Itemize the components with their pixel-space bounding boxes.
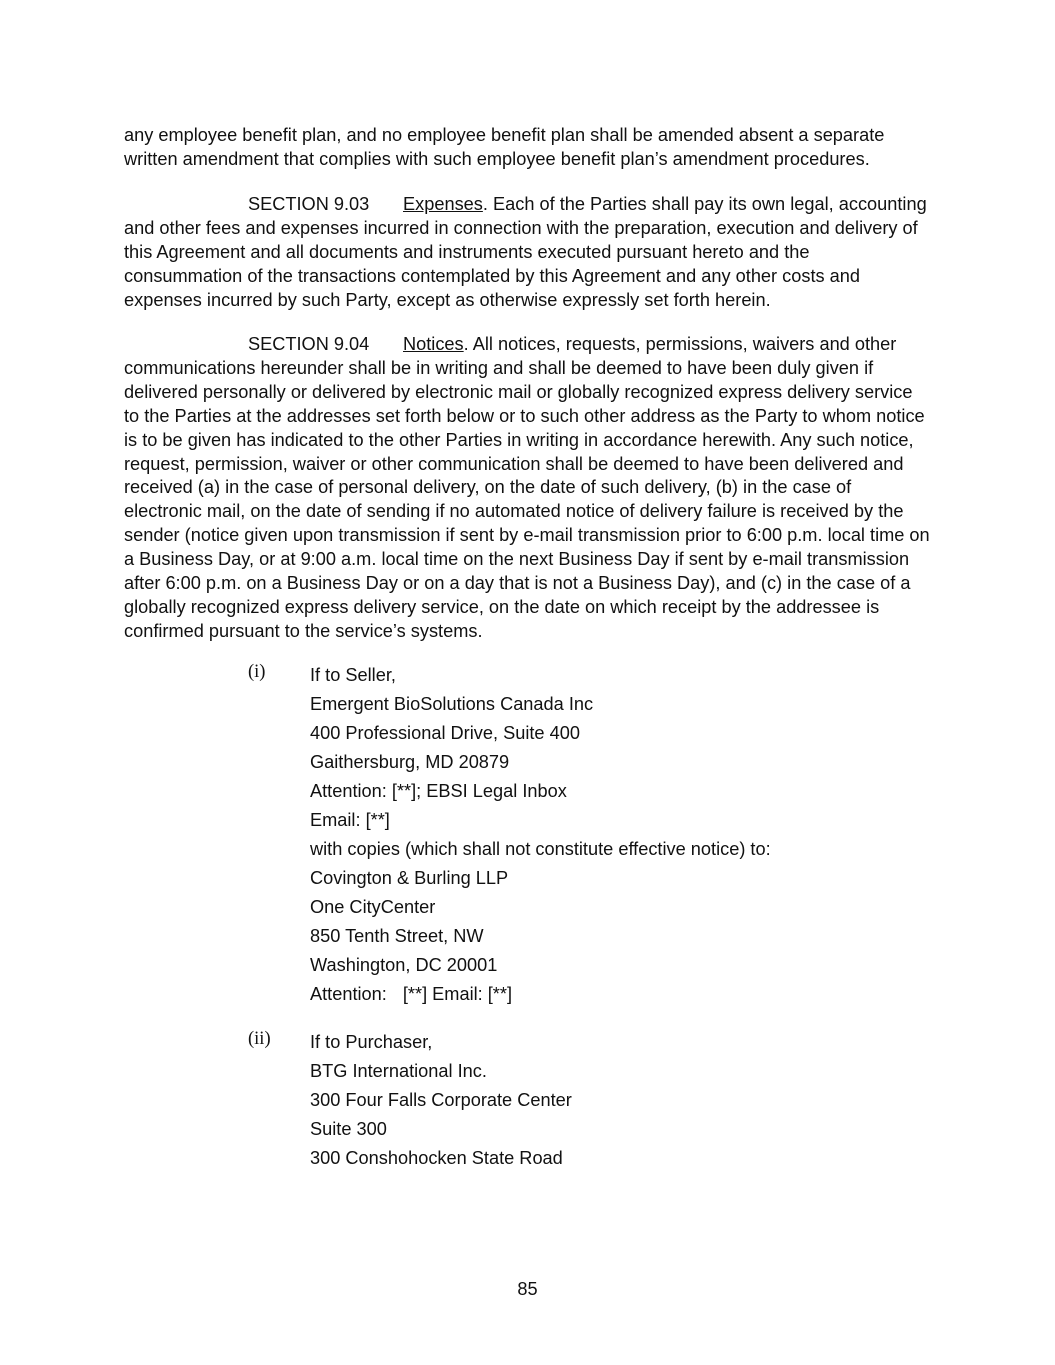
notice-item-label: (ii) [248,1029,271,1049]
section-9-03-paragraph [124,193,930,313]
seller-address-block [310,661,870,1009]
seller-attention: Attention: [**]; EBSI Legal Inbox [310,781,567,801]
seller-email: Email: [**] [310,810,390,830]
purchaser-address-line-2: Suite 300 [310,1119,387,1139]
page-number: 85 [517,1279,538,1299]
purchaser-company: BTG International Inc. [310,1061,487,1081]
purchaser-heading: If to Purchaser, [310,1032,433,1052]
copy-building: One CityCenter [310,897,436,917]
seller-street: 400 Professional Drive, Suite 400 [310,723,580,743]
copy-street: 850 Tenth Street, NW [310,926,484,946]
section-9-04-paragraph [124,333,930,644]
section-9-03-number: SECTION 9.03 [248,194,370,214]
purchaser-address-line-1: 300 Four Falls Corporate Center [310,1090,572,1110]
purchaser-address-block [310,1028,870,1173]
copy-attention-value: [**] Email: [**] [402,984,513,1004]
section-9-04-number: SECTION 9.04 [248,334,370,354]
copy-city: Washington, DC 20001 [310,955,498,975]
purchaser-address-line-3: 300 Conshohocken State Road [310,1148,563,1168]
seller-copies-note: with copies (which shall not constitute effective notice) to: [310,839,771,859]
seller-heading: If to Seller, [310,665,396,685]
section-9-03-body: . Each of the Parties shall pay its own legal, accounting and other fees and expenses incurred in connection with the preparation, execution and delivery of this Agreement and all documents and instruments executed pursuant hereto and the consummation of the transactions contemplated by this Agreement and any other costs and expenses incurred by such Party, except as otherwise expressly set forth herein. [124,194,927,310]
notice-item-label: (i) [248,662,266,682]
paragraph-benefit-plan: any employee benefit plan, and no employee benefit plan shall be amended absent a separate written amendment that complies with such employee benefit plan’s amendment procedures. [124,125,885,169]
copy-attention-label: Attention: [310,984,387,1004]
copy-firm: Covington & Burling LLP [310,868,509,888]
seller-company: Emergent BioSolutions Canada Inc [310,694,594,714]
seller-city: Gaithersburg, MD 20879 [310,752,510,772]
copy-attention [310,980,870,1009]
section-9-04-body: . All notices, requests, permissions, waivers and other communications hereunder shall be in writing and shall be deemed to have been duly given if delivered personally or delivered by electronic mail or globally recognized express delivery service to the Parties at the addresses set forth below or to such other address as the Party to whom notice is to be given has indicated to the other Parties in writing in accordance herewith. Any such notice, request, permission, waiver or other communication shall be deemed to have been delivered and received (a) in the case of personal delivery, on the date of such delivery, (b) in the case of electronic mail, on the date of sending if no automated notice of delivery failure is received by the sender (notice given upon transmission if sent by e-mail transmission prior to 6:00 p.m. local time on a Business Day, or at 9:00 a.m. local time on the next Business Day if sent by e-mail transmission after 6:00 p.m. on a Business Day or on a day that is not a Business Day), and (c) in the case of a globally recognized express delivery service, on the date on which receipt by the addressee is confirmed pursuant to the service’s systems. [124,334,930,641]
section-9-04-title: Notices [403,334,464,354]
section-9-03-title: Expenses [403,194,483,214]
